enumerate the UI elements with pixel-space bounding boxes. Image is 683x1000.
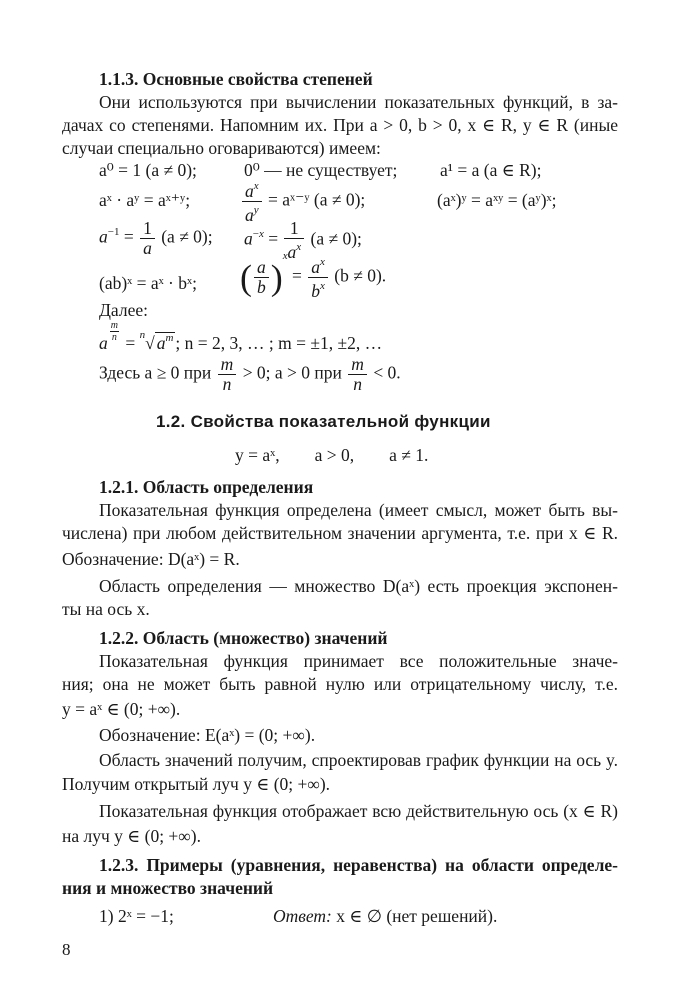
paragraph-line: Показательная функция отображает всю действительную ось (x ∈ R) — [99, 801, 618, 821]
condition-line: Здесь a ≥ 0 при $\frac{m}{n}$ > 0; a > 0 при $\frac{m}{n}$ < 0. — [99, 354, 401, 394]
condition-start: Здесь a ≥ 0 при — [99, 362, 212, 383]
paragraph-line: Область значений получим, спроектировав график функции на ось y. — [99, 750, 618, 770]
formula-negative-x-power: $a^{-x}$ = $\frac{1}{a^x}$ (a ≠ 0); — [244, 218, 362, 262]
paragraph-line: ты на ось x. — [62, 599, 150, 619]
formula-rational-tail: ; n = 2, 3, … ; m = ±1, ±2, … — [175, 332, 383, 353]
formula-quotient-base-tail: (b ≠ 0). — [334, 265, 387, 286]
paragraph-line: Они используются при вычислении показательных функций, в за- — [99, 92, 618, 112]
example-answer — [273, 905, 497, 927]
formula-quotient-base: ( $\frac{a}{b}$ )$^x$ = $\frac{a^x}{b^x}$ (b ≠ 0). — [240, 249, 387, 301]
formula-first-power: a¹ = a (a ∈ R); — [440, 160, 542, 180]
paragraph-line: случаи специально оговариваются) имеем: — [62, 138, 381, 158]
section-title-1-2: 1.2. Свойства показательной функции — [156, 412, 491, 431]
subsection-title-1-2-1: 1.2.1. Область определения — [99, 477, 314, 497]
formula-zero-zero: 0⁰ — не существует; — [244, 160, 398, 180]
subsection-title-1-2-3-cont: ния и множество значений — [62, 878, 274, 898]
paragraph-line: Получим открытый луч y ∈ (0; +∞). — [62, 774, 331, 794]
formula-negative-power: $a^{-1}$ = $\frac{1}{a}$ (a ≠ 0); — [99, 218, 213, 258]
formula-product-base: (ab)ˣ = aˣ · bˣ; — [99, 273, 197, 293]
paragraph-line: Далее: — [99, 300, 148, 320]
condition-end: < 0. — [373, 362, 401, 383]
paragraph-line: Показательная функция определена (имеет смысл, может быть вы- — [99, 500, 618, 520]
paragraph-line: на луч y ∈ (0; +∞). — [62, 826, 201, 846]
paragraph-line: y = aˣ ∈ (0; +∞). — [62, 699, 181, 719]
formula-rational-power: a $^{\frac{m}{n}}$ = $^n$√ $a^m$ ; n = 2, 3, … ; m = ±1, ±2, … — [99, 320, 383, 353]
formula-zero-power: a⁰ = 1 (a ≠ 0); — [99, 160, 197, 180]
answer-label: Ответ: — [273, 906, 332, 926]
subsection-title-1-2-3: 1.2.3. Примеры (уравнения, неравенства) на области определе- — [99, 855, 618, 875]
answer-value: x ∈ ∅ (нет решений). — [336, 906, 498, 926]
page-number: 8 — [62, 940, 71, 959]
function-definition: y = aˣ, a > 0, a ≠ 1. — [235, 445, 429, 465]
paragraph-line: Область определения — множество D(aˣ) есть проекция экспонен- — [99, 576, 618, 596]
subsection-title-1-1-3: 1.1.3. Основные свойства степеней — [99, 69, 373, 89]
paragraph-line: дачах со степенями. Напомним их. При a > 0, b > 0, x ∈ R, y ∈ R (иные — [62, 115, 618, 135]
formula-negative-tail: (a ≠ 0); — [161, 226, 213, 247]
formula-power-of-power: (aˣ)ʸ = aˣʸ = (aʸ)ˣ; — [437, 190, 557, 210]
example-equation: 1) 2ˣ = −1; — [99, 906, 174, 926]
paragraph-line: Показательная функция принимает все положительные значе- — [99, 651, 618, 671]
paragraph-line: Обозначение: E(aˣ) = (0; +∞). — [99, 725, 316, 745]
formula-quotient-tail: = aˣ⁻ʸ (a ≠ 0); — [268, 189, 366, 210]
paragraph-line: числена) при любом действительном значении аргумента, т.е. при x ∈ R. — [62, 523, 618, 543]
formula-quotient-powers: $\frac{a^x}{a^y}$ = aˣ⁻ʸ (a ≠ 0); — [240, 178, 365, 225]
paragraph-line: ния; она не может быть равной нулю или отрицательному числу, т.е. — [62, 674, 618, 694]
subsection-title-1-2-2: 1.2.2. Область (множество) значений — [99, 628, 388, 648]
condition-mid: > 0; a > 0 при — [242, 362, 342, 383]
paragraph-line: Обозначение: D(aˣ) = R. — [62, 549, 240, 569]
formula-negative-x-tail: (a ≠ 0); — [310, 228, 362, 249]
formula-product-powers: aˣ · aʸ = aˣ⁺ʸ; — [99, 190, 191, 210]
